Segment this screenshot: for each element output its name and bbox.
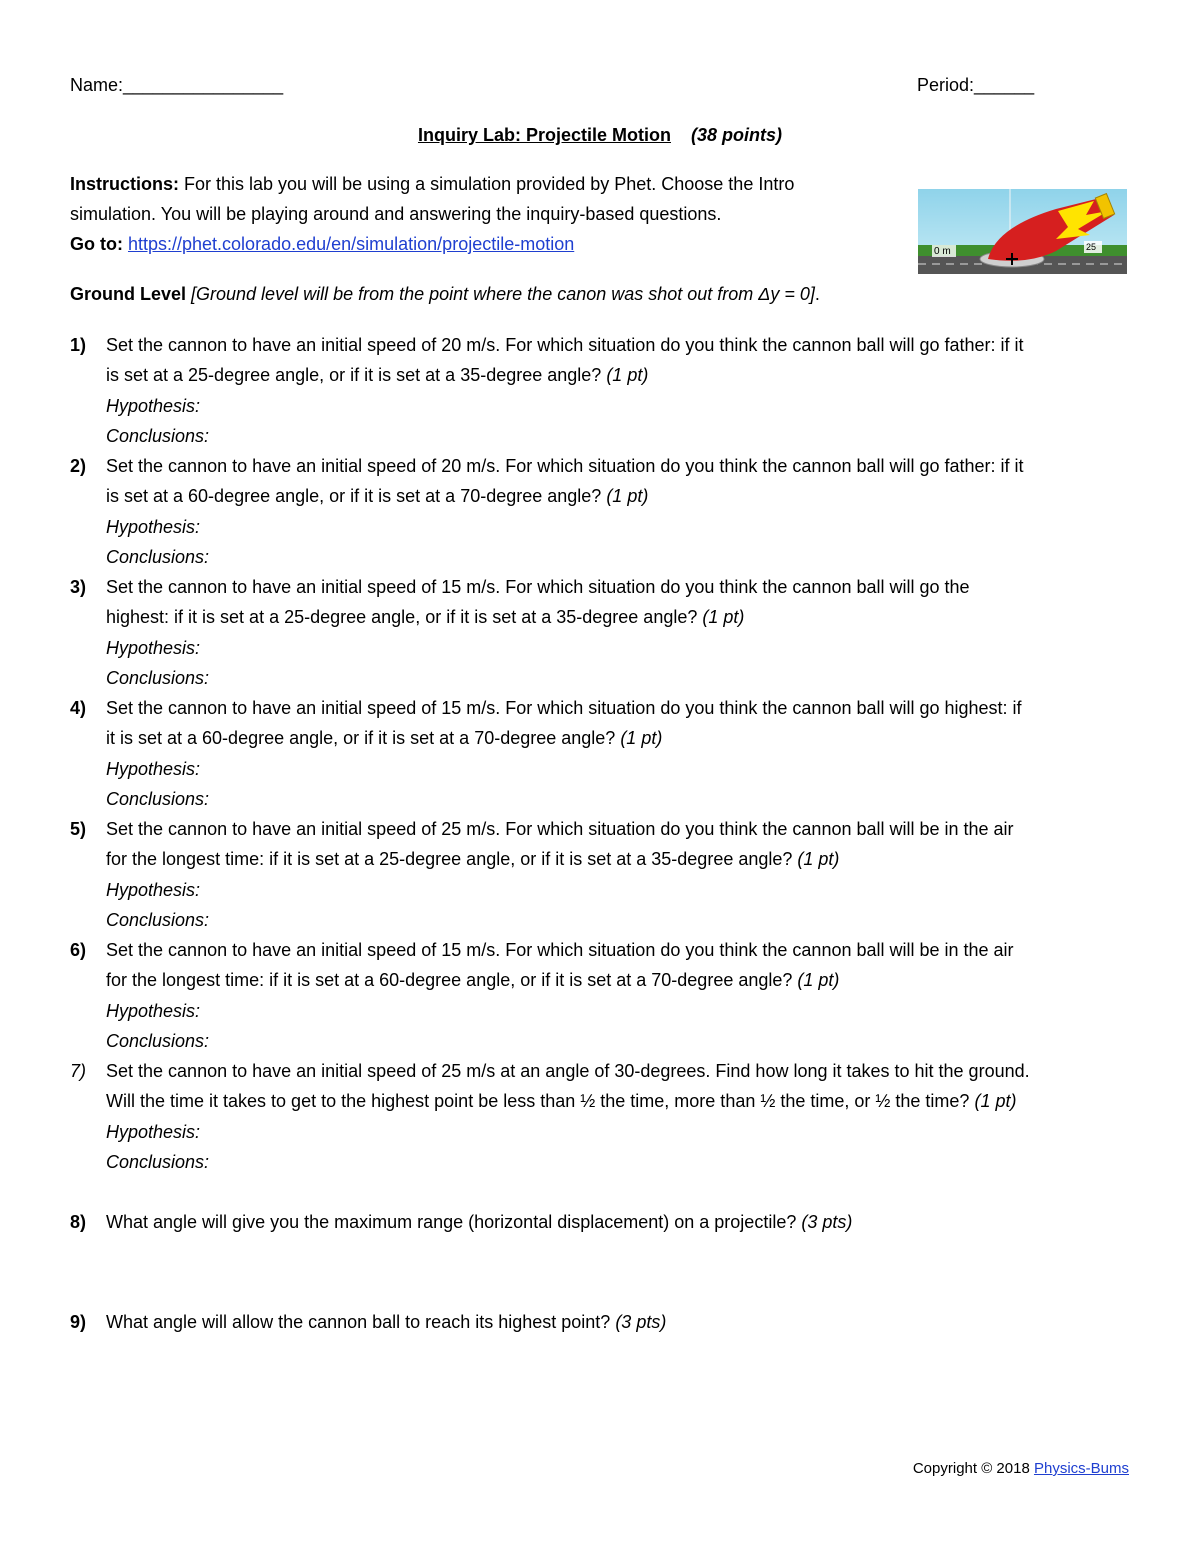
copyright-footer — [913, 1460, 1129, 1477]
ground-level-text: [Ground level will be from the point where the canon was shot out from Δy = 0] — [186, 284, 815, 304]
question-number: 5) — [70, 819, 87, 839]
simulation-link[interactable]: https://phet.colorado.edu/en/simulation/projectile-motion — [127, 234, 575, 254]
question-text-line-2: highest: if it is set at a 25-degree angle, or if it is set at a 35-degree angle? (1 pt) — [106, 607, 745, 627]
svg-text:0 m: 0 m — [934, 246, 951, 257]
conclusions-label: Conclusions: — [106, 1152, 210, 1172]
conclusions-label: Conclusions: — [106, 910, 210, 930]
question-text: What angle will give you the maximum range (horizontal displacement) on a projectile? (3 pts) — [106, 1212, 853, 1232]
conclusions-label: Conclusions: — [106, 1031, 210, 1051]
question-text-line-1: Set the cannon to have an initial speed of 20 m/s. For which situation do you think the cannon ball will go father: if it — [106, 456, 1024, 476]
hypothesis-label: Hypothesis: — [106, 759, 201, 779]
question-text-line-1: Set the cannon to have an initial speed of 15 m/s. For which situation do you think the cannon ball will go the — [106, 577, 970, 597]
question-points: (1 pt) — [797, 849, 840, 869]
page-title — [0, 125, 1200, 146]
cannon-simulation-image — [918, 189, 1127, 274]
author-link[interactable]: Physics-Bums — [1033, 1460, 1129, 1477]
instructions-label: Instructions: — [70, 174, 180, 194]
period-field-label: Period:______ — [917, 75, 1035, 95]
question-number: 7) — [70, 1061, 87, 1081]
name-field-label: Name:________________ — [70, 75, 284, 95]
question-text-line-2: for the longest time: if it is set at a 60-degree angle, or if it is set at a 70-degree angle? (1 pt) — [106, 970, 840, 990]
question-points: (1 pt) — [606, 486, 649, 506]
cannon-illustration — [918, 189, 1127, 274]
question-number: 1) — [70, 335, 87, 355]
instructions-goto — [70, 234, 574, 255]
hypothesis-label: Hypothesis: — [106, 880, 201, 900]
question-text-line-2: is set at a 60-degree angle, or if it is set at a 70-degree angle? (1 pt) — [106, 486, 649, 506]
question-number: 6) — [70, 940, 87, 960]
question-points: (1 pt) — [606, 365, 649, 385]
question-points: (3 pts) — [801, 1212, 853, 1232]
question-points: (1 pt) — [702, 607, 745, 627]
question-text-line-1: Set the cannon to have an initial speed of 15 m/s. For which situation do you think the cannon ball will go highest: if — [106, 698, 1022, 718]
question-points: (3 pts) — [615, 1312, 667, 1332]
conclusions-label: Conclusions: — [106, 547, 210, 567]
question-points: (1 pt) — [797, 970, 840, 990]
title-points: (38 points) — [691, 125, 783, 145]
question-text-line-1: Set the cannon to have an initial speed of 25 m/s at an angle of 30-degrees. Find how long it takes to hit the ground. — [106, 1061, 1030, 1081]
instructions-line-2: simulation. You will be playing around and answering the inquiry-based questions. — [70, 204, 722, 224]
question-number: 2) — [70, 456, 87, 476]
hypothesis-label: Hypothesis: — [106, 1001, 201, 1021]
copyright-text: Copyright © 2018 — [912, 1460, 1034, 1477]
question-number: 9) — [70, 1312, 87, 1332]
question-number: 3) — [70, 577, 87, 597]
question-points: (1 pt) — [620, 728, 663, 748]
question-text-line-1: Set the cannon to have an initial speed of 15 m/s. For which situation do you think the cannon ball will be in the air — [106, 940, 1014, 960]
question-text-line-1: Set the cannon to have an initial speed of 25 m/s. For which situation do you think the cannon ball will be in the air — [106, 819, 1014, 839]
question-number: 4) — [70, 698, 87, 718]
ground-level-note: Ground Level [Ground level will be from the point where the canon was shot out from Δy = 0]. — [70, 284, 820, 304]
question-points: (1 pt) — [974, 1091, 1017, 1111]
hypothesis-label: Hypothesis: — [106, 638, 201, 658]
question-text-line-1: Set the cannon to have an initial speed of 20 m/s. For which situation do you think the cannon ball will go father: if it — [106, 335, 1024, 355]
instructions-text-1: For this lab you will be using a simulation provided by Phet. Choose the Intro — [179, 174, 795, 194]
svg-text:25: 25 — [1086, 242, 1097, 252]
question-number: 8) — [70, 1212, 87, 1232]
conclusions-label: Conclusions: — [106, 668, 210, 688]
question-text-line-2: it is set at a 60-degree angle, or if it is set at a 70-degree angle? (1 pt) — [106, 728, 663, 748]
question-text-line-2: for the longest time: if it is set at a 25-degree angle, or if it is set at a 35-degree angle? (1 pt) — [106, 849, 840, 869]
title-main: Inquiry Lab: Projectile Motion — [417, 125, 671, 145]
goto-label: Go to: — [70, 234, 128, 254]
instructions-line-1 — [70, 174, 794, 195]
question-text: What angle will allow the cannon ball to reach its highest point? (3 pts) — [106, 1312, 667, 1332]
conclusions-label: Conclusions: — [106, 789, 210, 809]
ground-level-label: Ground Level — [70, 284, 187, 304]
hypothesis-label: Hypothesis: — [106, 396, 201, 416]
hypothesis-label: Hypothesis: — [106, 517, 201, 537]
conclusions-label: Conclusions: — [106, 426, 210, 446]
hypothesis-label: Hypothesis: — [106, 1122, 201, 1142]
question-text-line-2: is set at a 25-degree angle, or if it is set at a 35-degree angle? (1 pt) — [106, 365, 649, 385]
question-text-line-2: Will the time it takes to get to the highest point be less than ½ the time, more than ½ the time, or ½ the time? (1 pt) — [106, 1091, 1017, 1111]
